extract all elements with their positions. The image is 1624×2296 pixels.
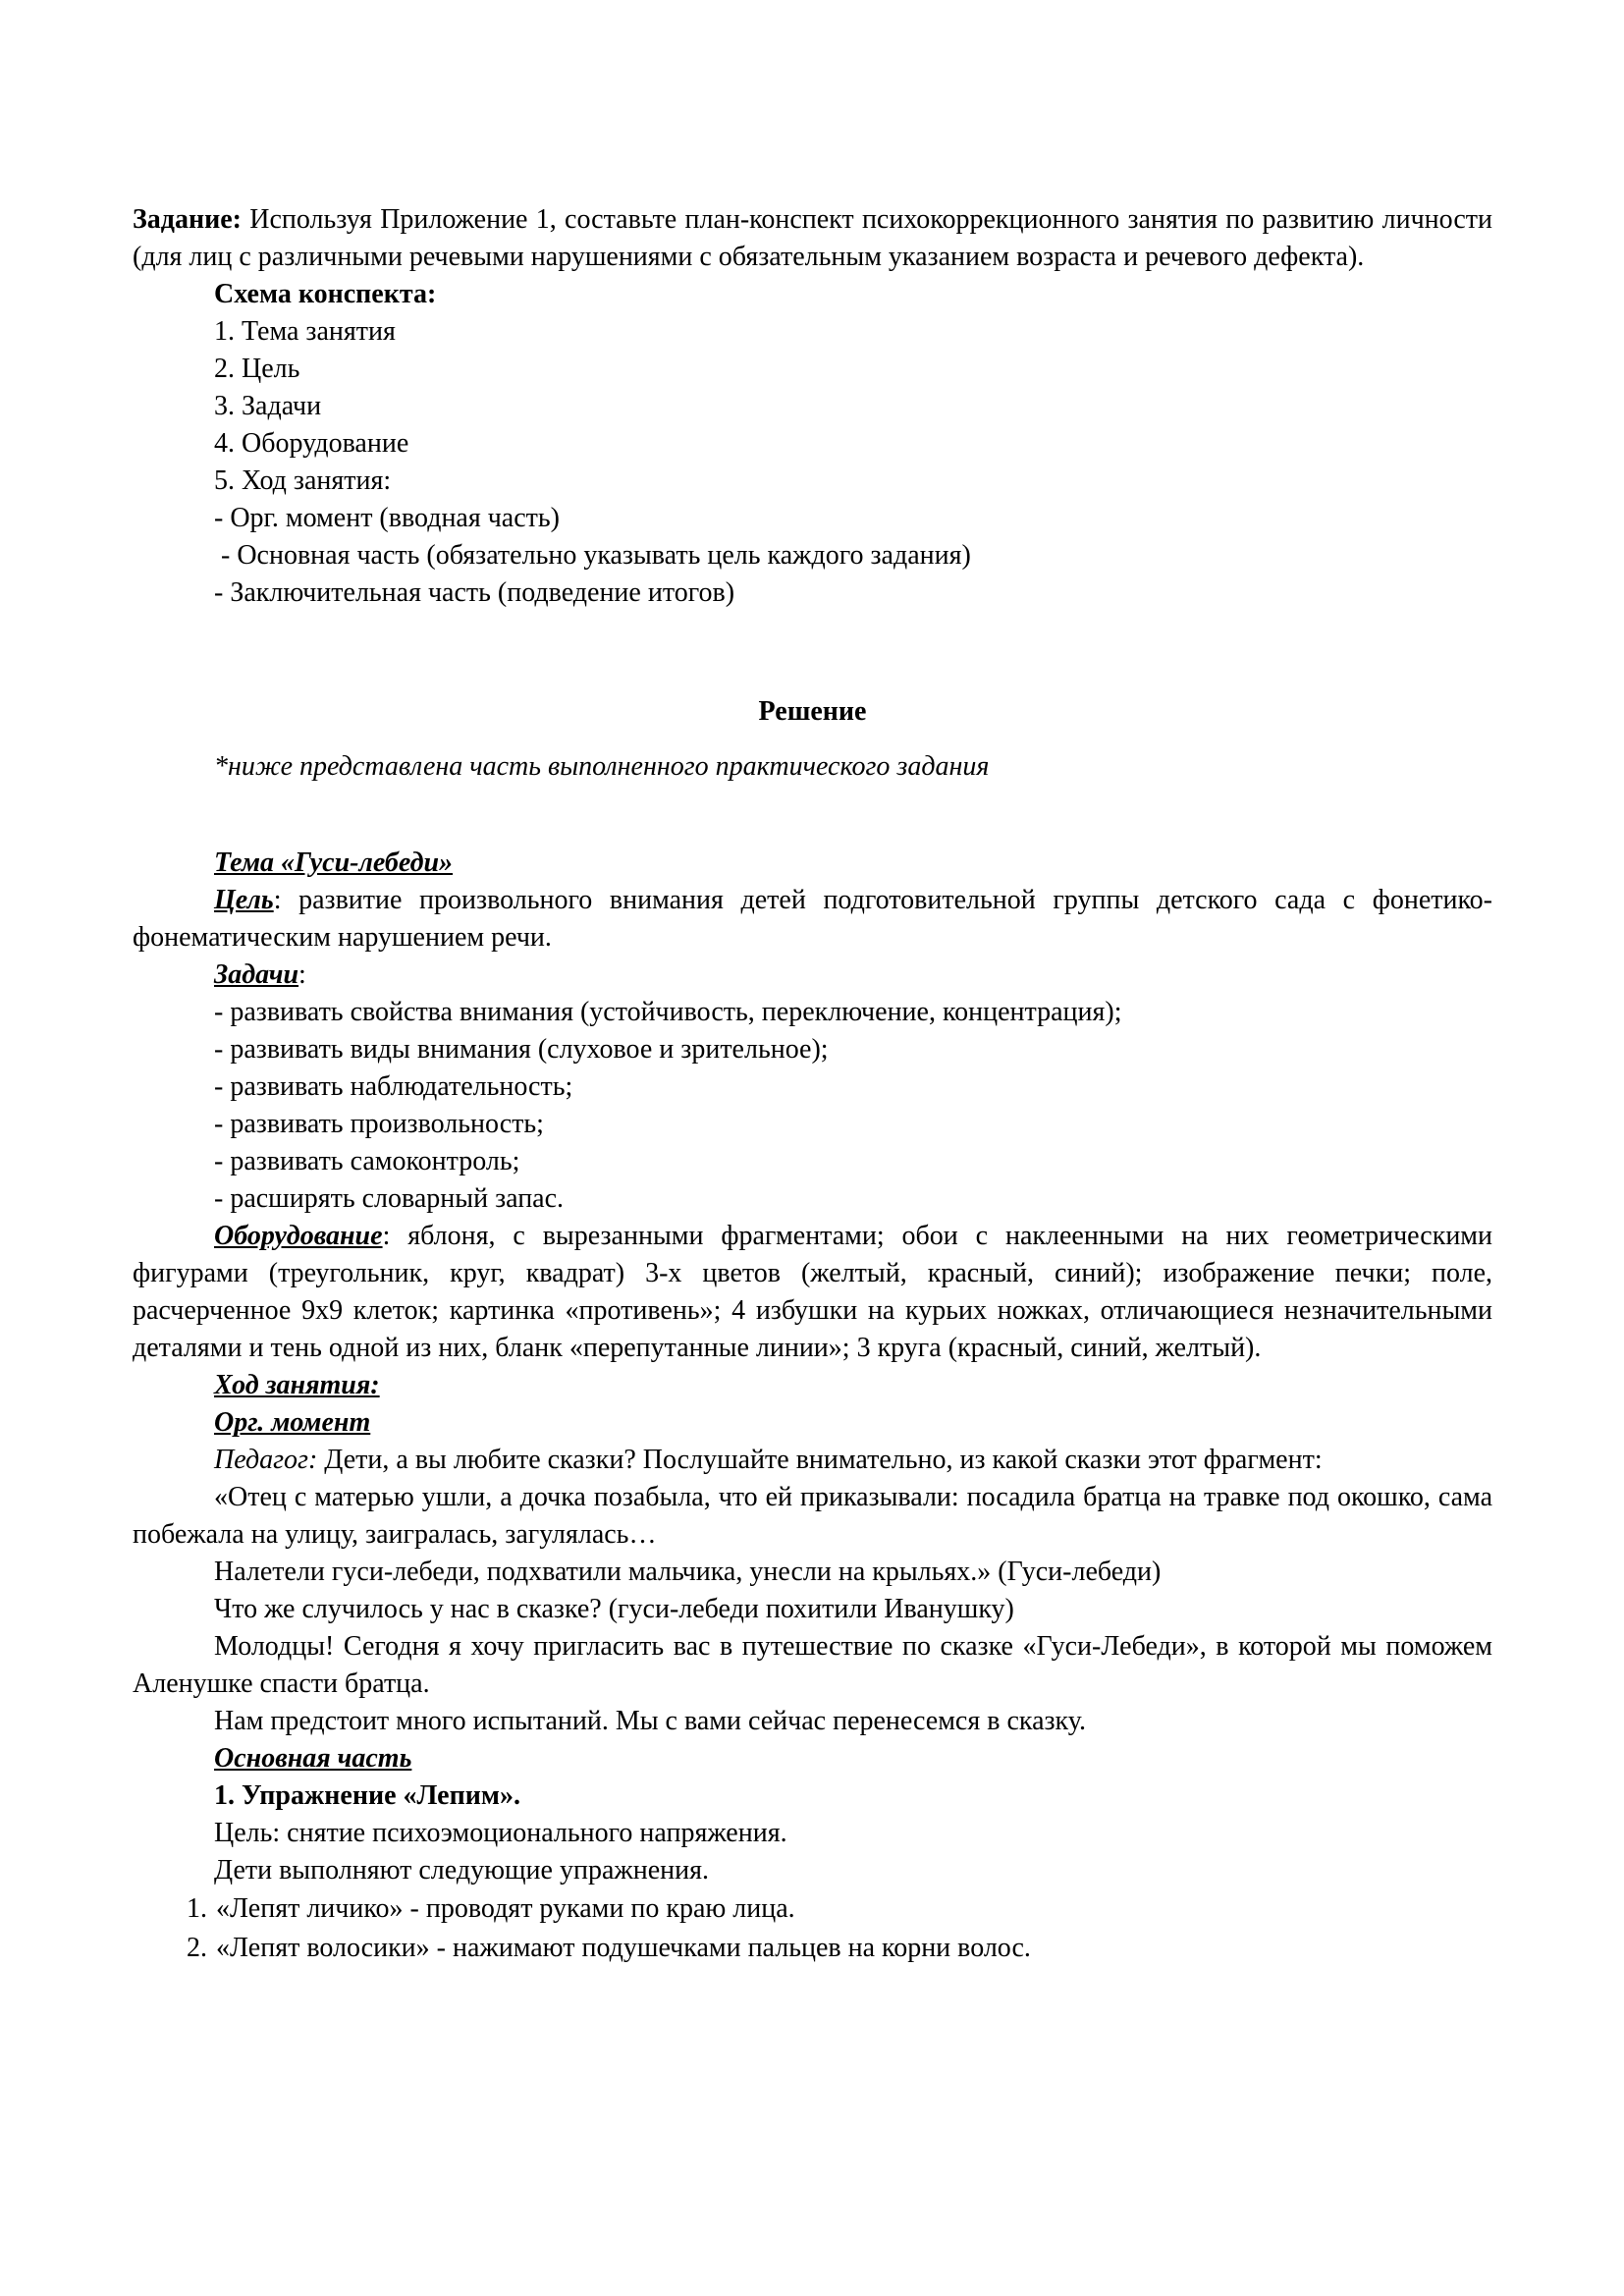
goal-paragraph <box>133 882 1492 957</box>
quote-continuation-line: Налетели гуси-лебеди, подхватили мальчика, унесли на крыльях.» (Гуси-лебеди) <box>214 1557 1162 1587</box>
schema-item: 5. Ход занятия: <box>214 465 392 496</box>
vertical-spacer <box>133 731 1492 748</box>
exercise-steps <box>133 1889 1492 1968</box>
exercise-step <box>133 1929 1492 1968</box>
step-text: «Лепят личико» - проводят руками по краю лица. <box>216 1893 795 1924</box>
schema-title: Схема конспекта: <box>214 279 437 309</box>
equipment-text: : яблоня, с вырезанными фрагментами; обои с наклеенными на них геометрическими фигурами (треугольник, круг, квадрат) 3-х цветов (желтый, красный, синий); изображение печки; поле, расчерченное 9х9 клеток; картинка «противень»; 4 избушки на курьих ножках, отличающиеся незначительными деталями и тень одной из них, бланк «перепутанные линии»; 3 круга (красный, синий, желтый). <box>133 1221 1492 1363</box>
pedagog-label: Педагог: <box>214 1445 318 1475</box>
schema-item: 3. Задачи <box>214 391 322 421</box>
tasks-colon: : <box>298 959 306 990</box>
tasks-block <box>133 994 1492 1218</box>
step-number: 1. <box>187 1893 207 1924</box>
transition-line: Нам предстоит много испытаний. Мы с вами сейчас перенесемся в сказку. <box>214 1706 1086 1736</box>
flow-heading-text: Ход занятия: <box>214 1370 380 1400</box>
tasks-heading <box>133 957 1492 994</box>
quote-paragraph: «Отец с матерью ушли, а дочка позабыла, что ей приказывали: посадила братца на травке под окошко, сама побежала на улицу, заигралась, загулялась… <box>133 1482 1492 1550</box>
schema-item: - Основная часть (обязательно указывать цель каждого задания) <box>214 540 971 571</box>
equipment-label: Оборудование <box>214 1221 383 1251</box>
exercise-goal: Цель: снятие психоэмоционального напряжения. <box>214 1818 787 1848</box>
schema-block <box>133 276 1492 612</box>
tasks-label: Задачи <box>214 959 299 990</box>
flow-heading <box>133 1367 1492 1404</box>
main-part-heading-text: Основная часть <box>214 1743 412 1774</box>
schema-item: 4. Оборудование <box>214 428 409 459</box>
vertical-spacer <box>133 612 1492 693</box>
step-number: 2. <box>187 1933 207 1963</box>
org-moment-heading <box>133 1404 1492 1442</box>
task-item: - развивать самоконтроль; <box>214 1146 520 1176</box>
task-item: - развивать виды внимания (слуховое и зрительное); <box>214 1034 829 1065</box>
theme-heading-text: Тема «Гуси-лебеди» <box>214 847 454 878</box>
goal-label: Цель <box>214 885 274 915</box>
pedagog-text: Дети, а вы любите сказки? Послушайте внимательно, из какой сказки этот фрагмент: <box>317 1445 1323 1475</box>
praise-paragraph: Молодцы! Сегодня я хочу пригласить вас в путешествие по сказке «Гуси-Лебеди», в которой мы поможем Аленушке спасти братца. <box>133 1631 1492 1699</box>
schema-item: - Орг. момент (вводная часть) <box>214 503 560 533</box>
task-item: - развивать свойства внимания (устойчивость, переключение, концентрация); <box>214 997 1122 1027</box>
solution-heading: Решение <box>758 696 867 727</box>
goal-text: : развитие произвольного внимания детей подготовительной группы детского сада с фонетико-фонематическим нарушением речи. <box>133 885 1492 953</box>
exercise-title: 1. Упражнение «Лепим». <box>214 1780 520 1811</box>
schema-item: 2. Цель <box>214 354 300 384</box>
exercise-step <box>133 1889 1492 1929</box>
task-item: - развивать произвольность; <box>214 1109 544 1139</box>
schema-item: 1. Тема занятия <box>214 316 396 347</box>
org-moment-heading-text: Орг. момент <box>214 1407 371 1438</box>
task-item: - расширять словарный запас. <box>214 1183 565 1214</box>
theme-heading <box>133 845 1492 882</box>
exercise-intro: Дети выполняют следующие упражнения. <box>214 1855 709 1886</box>
equipment-paragraph <box>133 1218 1492 1367</box>
task-label: Задание: <box>133 204 242 235</box>
step-text: «Лепят волосики» - нажимают подушечками пальцев на корни волос. <box>216 1933 1031 1963</box>
task-paragraph <box>133 201 1492 276</box>
pedagog-paragraph <box>133 1442 1492 1479</box>
vertical-spacer <box>133 786 1492 845</box>
question-line: Что же случилось у нас в сказке? (гуси-лебеди похитили Иванушку) <box>214 1594 1014 1624</box>
main-part-heading <box>133 1740 1492 1777</box>
solution-note: *ниже представлена часть выполненного практического задания <box>214 751 990 782</box>
schema-item: - Заключительная часть (подведение итогов) <box>214 577 735 608</box>
task-text: Используя Приложение 1, составьте план-конспект психокоррекционного занятия по развитию личности (для лиц с различными речевыми нарушениями с обязательным указанием возраста и речевого дефекта). <box>133 204 1492 272</box>
task-item: - развивать наблюдательность; <box>214 1071 573 1102</box>
page-body <box>133 201 1492 1968</box>
